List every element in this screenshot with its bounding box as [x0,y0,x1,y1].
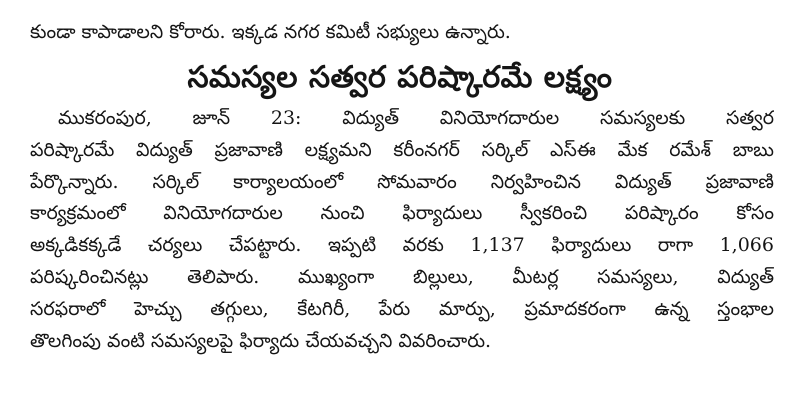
article-line: తొలగింపు వంటి సమస్యలపై ఫిర్యాదు చేయవచ్చని వివరించారు. [30,329,492,352]
previous-article-last-line-text: కుండా కాపాడాలని కోరారు. ఇక్కడ నగర కమిటీ సభ్యులు ఉన్నారు. [30,21,511,43]
article-line: సరఫరాలో హెచ్చు తగ్గులు, కేటగిరీ, పేరు మార్పు, ప్రమాదకరంగా ఉన్న స్తంభాల [30,297,774,320]
previous-article-last-line [30,14,774,51]
article-headline: సమస్యల సత్వర పరిష్కారమే లక్ష్యం [187,60,613,95]
next-article-cut-headline [60,385,760,401]
article-line: అక్కడికక్కడే చర్యలు చేపట్టారు. ఇప్పటి వరకు 1,137 ఫిర్యాదులు రాగా 1,066 [30,234,774,257]
article-line: ముకరంపుర, జూన్ 23: విద్యుత్ వినియోగదారుల సమస్యలకు సత్వర [58,107,774,129]
article-line: పేర్కొన్నారు. సర్కిల్ కార్యాలయంలో సోమవారం నిర్వహించిన విద్యుత్ ప్రజావాణి [30,170,774,193]
article-body [30,103,774,357]
article-line: పరిష్కారమే విద్యుత్ ప్రజావాణి లక్ష్యమని కరీంనగర్ సర్కిల్ ఎస్ఈ మేక రమేశ్ బాబు [30,138,774,161]
article-line: కార్యక్రమంలో వినియోగదారుల నుంచి ఫిర్యాదులు స్వీకరించి పరిష్కారం కోసం [30,202,774,225]
article-line: పరిష్కరించినట్లు తెలిపారు. ముఖ్యంగా బిల్లులు, మీటర్ల సమస్యలు, విద్యుత్ [30,265,774,288]
